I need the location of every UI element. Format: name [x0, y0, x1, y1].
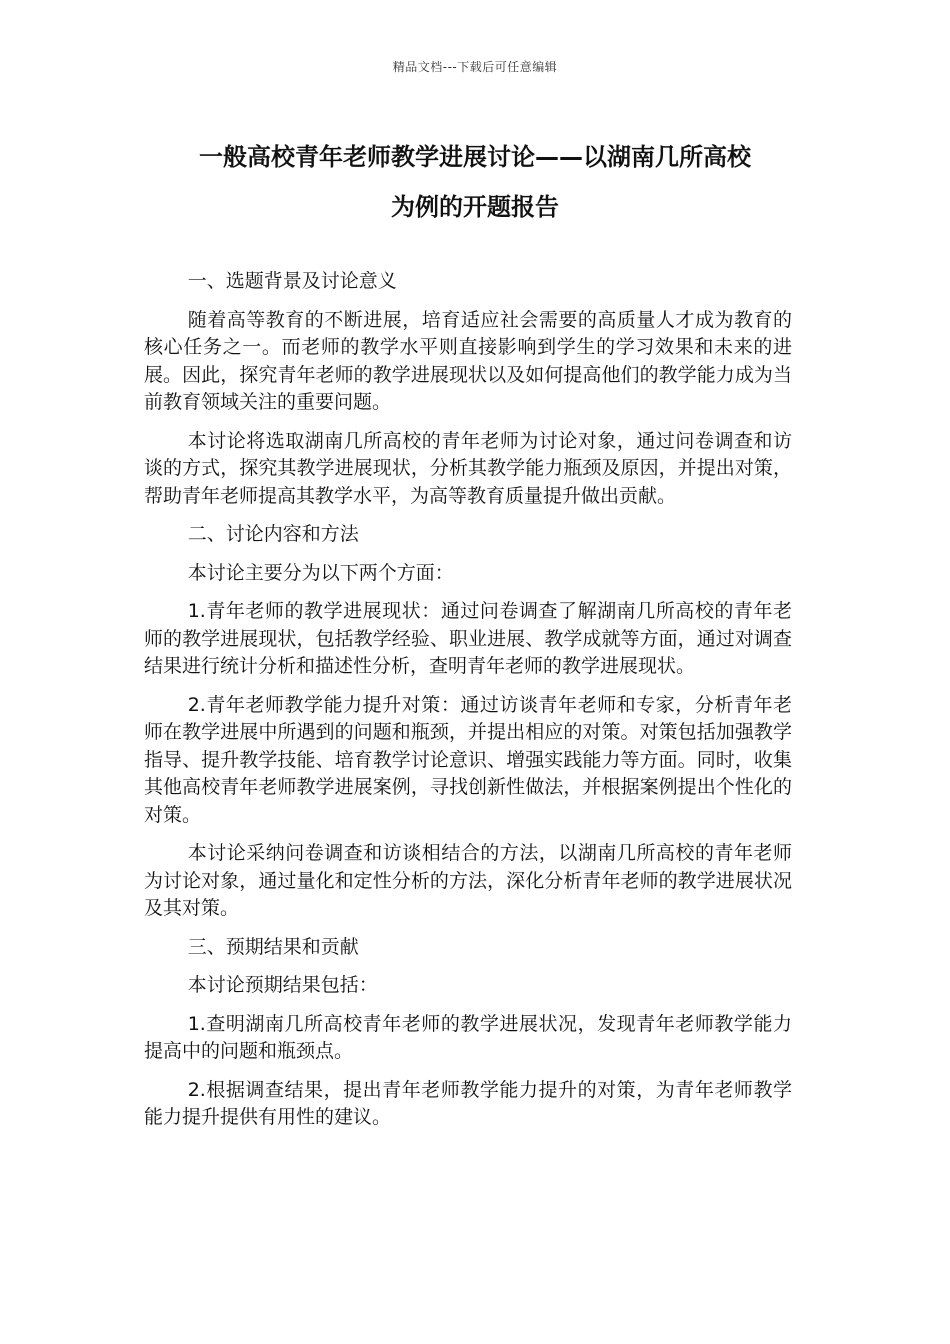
section-2-heading: 二、讨论内容和方法	[187, 523, 359, 545]
section-2-method: 本讨论采纳问卷调查和访谈相结合的方法，以湖南几所高校的青年老师为讨论对象，通过量化和定性分析的方法，深化分析青年老师的教学进展状况及其对策。	[144, 842, 792, 919]
document-body	[144, 268, 792, 1143]
section-2-item-2: 2.青年老师教学能力提升对策：通过访谈青年老师和专家，分析青年老师在教学进展中所遇到的问题和瓶颈，并提出相应的对策。对策包括加强教学指导、提升教学技能、培育教学讨论意识、增强实践能力等方面。同时，收集其他高校青年老师教学进展案例，寻找创新性做法，并根据案例提出个性化的对策。	[144, 693, 792, 826]
section-3-item-2: 2.根据调查结果，提出青年老师教学能力提升的对策，为青年老师教学能力提升提供有用性的建议。	[144, 1078, 792, 1128]
section-3-heading: 三、预期结果和贡献	[187, 935, 359, 958]
section-3-item-1: 1.查明湖南几所高校青年老师的教学进展状况，发现青年老师教学能力提高中的问题和瓶颈点。	[144, 1012, 792, 1062]
title-line-2: 为例的开题报告	[391, 193, 559, 221]
section-2-intro: 本讨论主要分为以下两个方面：	[187, 561, 454, 584]
section-2-item-1: 1.青年老师的教学进展现状：通过问卷调查了解湖南几所高校的青年老师的教学进展现状，包括教学经验、职业进展、教学成就等方面，通过对调查结果进行统计分析和描述性分析，查明青年老师的教学进展现状。	[144, 600, 792, 677]
section-3-intro: 本讨论预期结果包括：	[187, 974, 378, 996]
section-1-heading: 一、选题背景及讨论意义	[187, 270, 397, 292]
title-line-1: 一般高校青年老师教学进展讨论——以湖南几所高校	[199, 143, 751, 171]
section-1-paragraph-2: 本讨论将选取湖南几所高校的青年老师为讨论对象，通过问卷调查和访谈的方式，探究其教学进展现状，分析其教学能力瓶颈及原因，并提出对策，帮助青年老师提高其教学水平，为高等教育质量提升做出贡献。	[144, 429, 792, 507]
section-1-paragraph-1: 随着高等教育的不断进展，培育适应社会需要的高质量人才成为教育的核心任务之一。而老师的教学水平则直接影响到学生的学习效果和未来的进展。因此，探究青年老师的教学进展现状以及如何提高他们的教学能力成为当前教育领域关注的重要问题。	[144, 308, 792, 413]
header-note: 精品文档---下载后可任意编辑	[392, 60, 558, 74]
document-title	[120, 132, 830, 232]
